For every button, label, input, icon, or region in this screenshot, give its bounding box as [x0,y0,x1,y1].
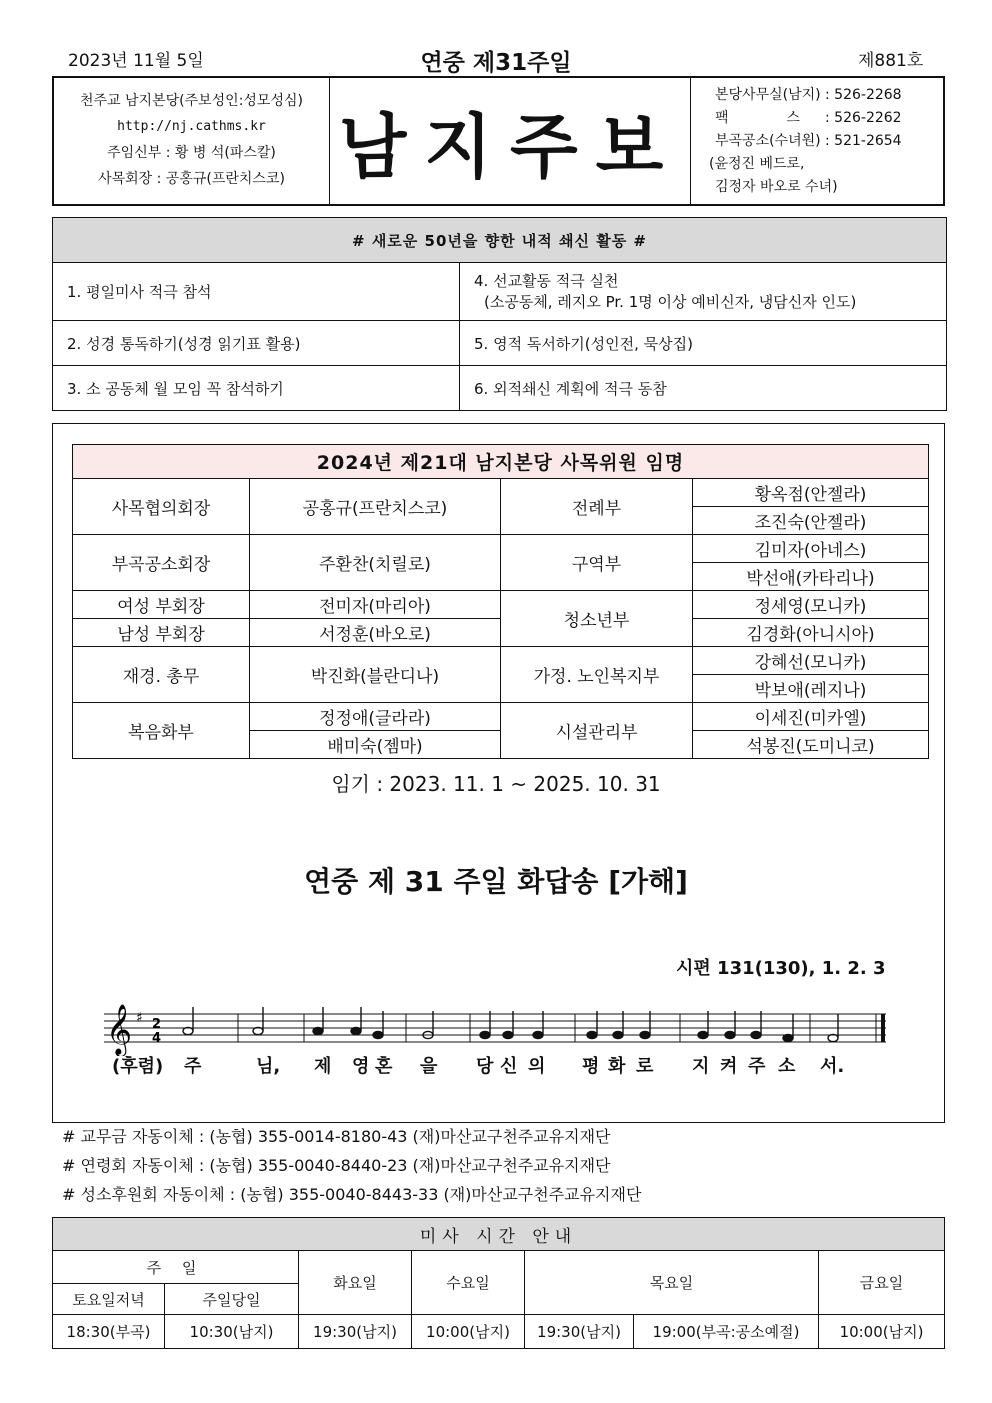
mass-schedule-table [52,1217,945,1349]
time-signature-bottom: 4 [152,1031,162,1046]
lyric-syllable: 혼 [375,1056,393,1077]
member-cell: 석봉진(도미니코) [693,731,929,759]
lyric-syllable: 님, [256,1056,281,1077]
mass-time: 19:30(남지) [299,1315,412,1349]
dept-cell: 가정. 노인복지부 [501,647,693,703]
appointment-term: 임기 : 2023. 11. 1 ~ 2025. 10. 31 [331,772,661,796]
dept-cell: 시설관리부 [501,703,693,759]
appointment-title: 2024년 제21대 남지본당 사목위원 임명 [73,445,929,479]
activity-6: 6. 외적쇄신 계획에 적극 동참 [460,366,947,411]
member-cell: 박보애(레지나) [693,675,929,703]
member-cell: 황옥점(안젤라) [693,479,929,507]
lyric-syllable: (후렴) [112,1056,164,1077]
mass-time: 19:00(부곡:공소예절) [634,1315,819,1349]
activities-table [52,217,947,411]
lyric-syllable: 의 [528,1056,546,1077]
member-cell: 김경화(아니시아) [693,619,929,647]
dept-cell: 전례부 [501,479,693,535]
contact-fax: 팩 스 : 526-2262 [715,110,902,126]
lyric-syllable: 제 [314,1056,332,1077]
contact-office: 본당사무실(남지) : 526-2268 [715,87,902,103]
name-cell: 전미자(마리아) [250,591,501,619]
wednesday-header: 수요일 [412,1251,525,1315]
parish-name: 천주교 남지본당(주보성인:성모성심) [80,93,303,109]
activity-4: 4. 선교활동 적극 실천 (소공동체, 레지오 Pr. 1명 이상 예비신자, 냉담신자 인도) [460,263,947,321]
member-cell: 강혜선(모니카) [693,647,929,675]
activity-3: 3. 소 공동체 월 모임 꼭 참석하기 [53,366,460,411]
psalm-title: 연중 제 31 주일 화답송 [가해] [304,865,688,898]
lyric-syllable: 화 [608,1056,626,1077]
lyric-syllable: 켜 [720,1056,738,1077]
lyric-syllable: 주 [748,1056,766,1077]
mass-time: 10:00(남지) [412,1315,525,1349]
notes [183,1007,838,1042]
parish-url[interactable]: http://nj.cathms.kr [117,119,266,134]
contact-info [690,78,943,204]
lyric-syllable: 소 [778,1056,796,1077]
psalm-reference: 시편 131(130), 1. 2. 3 [676,958,886,979]
member-cell: 이세진(미카엘) [693,703,929,731]
liturgical-week: 연중 제31주일 [420,50,572,76]
saturday-eve-header: 토요일저녁 [53,1284,165,1315]
tithe-account: # 교무금 자동이체 : (농협) 355-0014-8180-43 (재)마산교구천주교유지재단 [62,1127,611,1146]
sunday-header: 주 일 [53,1251,299,1284]
lyric-syllable: 을 [420,1056,438,1077]
bulletin-logo-title: 남지주보 [338,105,682,188]
dept-cell: 구역부 [501,535,693,591]
name-cell: 배미숙(젬마) [250,731,501,759]
role-cell: 여성 부회장 [73,591,250,619]
treble-clef-icon: 𝄞 [106,1004,133,1055]
lyric-syllable: 주 [184,1056,202,1077]
contact-mission: 부곡공소(수녀원) : 521-2654 [715,133,902,149]
role-cell: 재경. 총무 [73,647,250,703]
sisters-line-1: (윤정진 베드로, [709,156,805,172]
name-cell: 공홍규(프란치스코) [250,479,501,535]
role-cell: 사목협의회장 [73,479,250,535]
lyric-syllable: 영 [352,1056,370,1077]
member-cell: 정세영(모니카) [693,591,929,619]
member-cell: 김미자(아네스) [693,535,929,563]
council-head-name: 사목회장 : 공홍규(프란치스코) [98,171,285,187]
lyric-syllable: 신 [500,1056,518,1077]
tuesday-header: 화요일 [299,1251,412,1315]
thursday-header: 목요일 [525,1251,819,1315]
pastor-name: 주임신부 : 황 병 석(파스칼) [107,145,276,161]
vocation-account: # 성소후원회 자동이체 : (농협) 355-0040-8443-33 (재)마산교구천주교유지재단 [62,1185,642,1204]
activity-1: 1. 평일미사 적극 참석 [53,263,460,321]
lyric-syllable: 평 [582,1056,600,1077]
name-cell: 정정애(글라라) [250,703,501,731]
bulletin-date: 2023년 11월 5일 [68,51,204,71]
friday-header: 금요일 [819,1251,945,1315]
sisters-line-2: 김정자 바오로 수녀) [715,179,838,195]
appointment-table [72,444,929,759]
time-signature-top: 2 [152,1017,162,1032]
masthead [52,76,945,206]
member-cell: 박선애(카타리나) [693,563,929,591]
activities-title: # 새로운 50년을 향한 내적 쇄신 활동 # [53,218,947,263]
activity-5: 5. 영적 독서하기(성인전, 묵상집) [460,321,947,366]
activity-2: 2. 성경 통독하기(성경 읽기표 활용) [53,321,460,366]
name-cell: 서정훈(바오로) [250,619,501,647]
mass-time: 18:30(부곡) [53,1315,165,1349]
dept-cell: 청소년부 [501,591,693,647]
mass-time: 10:30(남지) [165,1315,299,1349]
role-cell: 남성 부회장 [73,619,250,647]
parish-info [54,78,330,204]
lyric-syllable: 로 [636,1056,654,1077]
account-info [52,1122,945,1209]
sunday-day-header: 주일당일 [165,1284,299,1315]
lyric-syllable: 서. [820,1056,845,1077]
mass-schedule-title: 미사 시간 안내 [53,1218,945,1251]
mass-time: 10:00(남지) [819,1315,945,1349]
mass-time: 19:30(남지) [525,1315,634,1349]
role-cell: 복음화부 [73,703,250,759]
name-cell: 주환찬(치릴로) [250,535,501,591]
funeral-account: # 연령회 자동이체 : (농협) 355-0040-8440-23 (재)마산교구천주교유지재단 [62,1156,611,1175]
role-cell: 부곡공소회장 [73,535,250,591]
sharp-icon: ♯ [136,1010,143,1026]
member-cell: 조진숙(안젤라) [693,507,929,535]
name-cell: 박진화(블란디나) [250,647,501,703]
lyric-syllable: 지 [692,1056,710,1077]
issue-number: 제881호 [858,51,924,71]
lyric-syllable: 당 [476,1056,494,1077]
music-staff [100,1000,900,1056]
